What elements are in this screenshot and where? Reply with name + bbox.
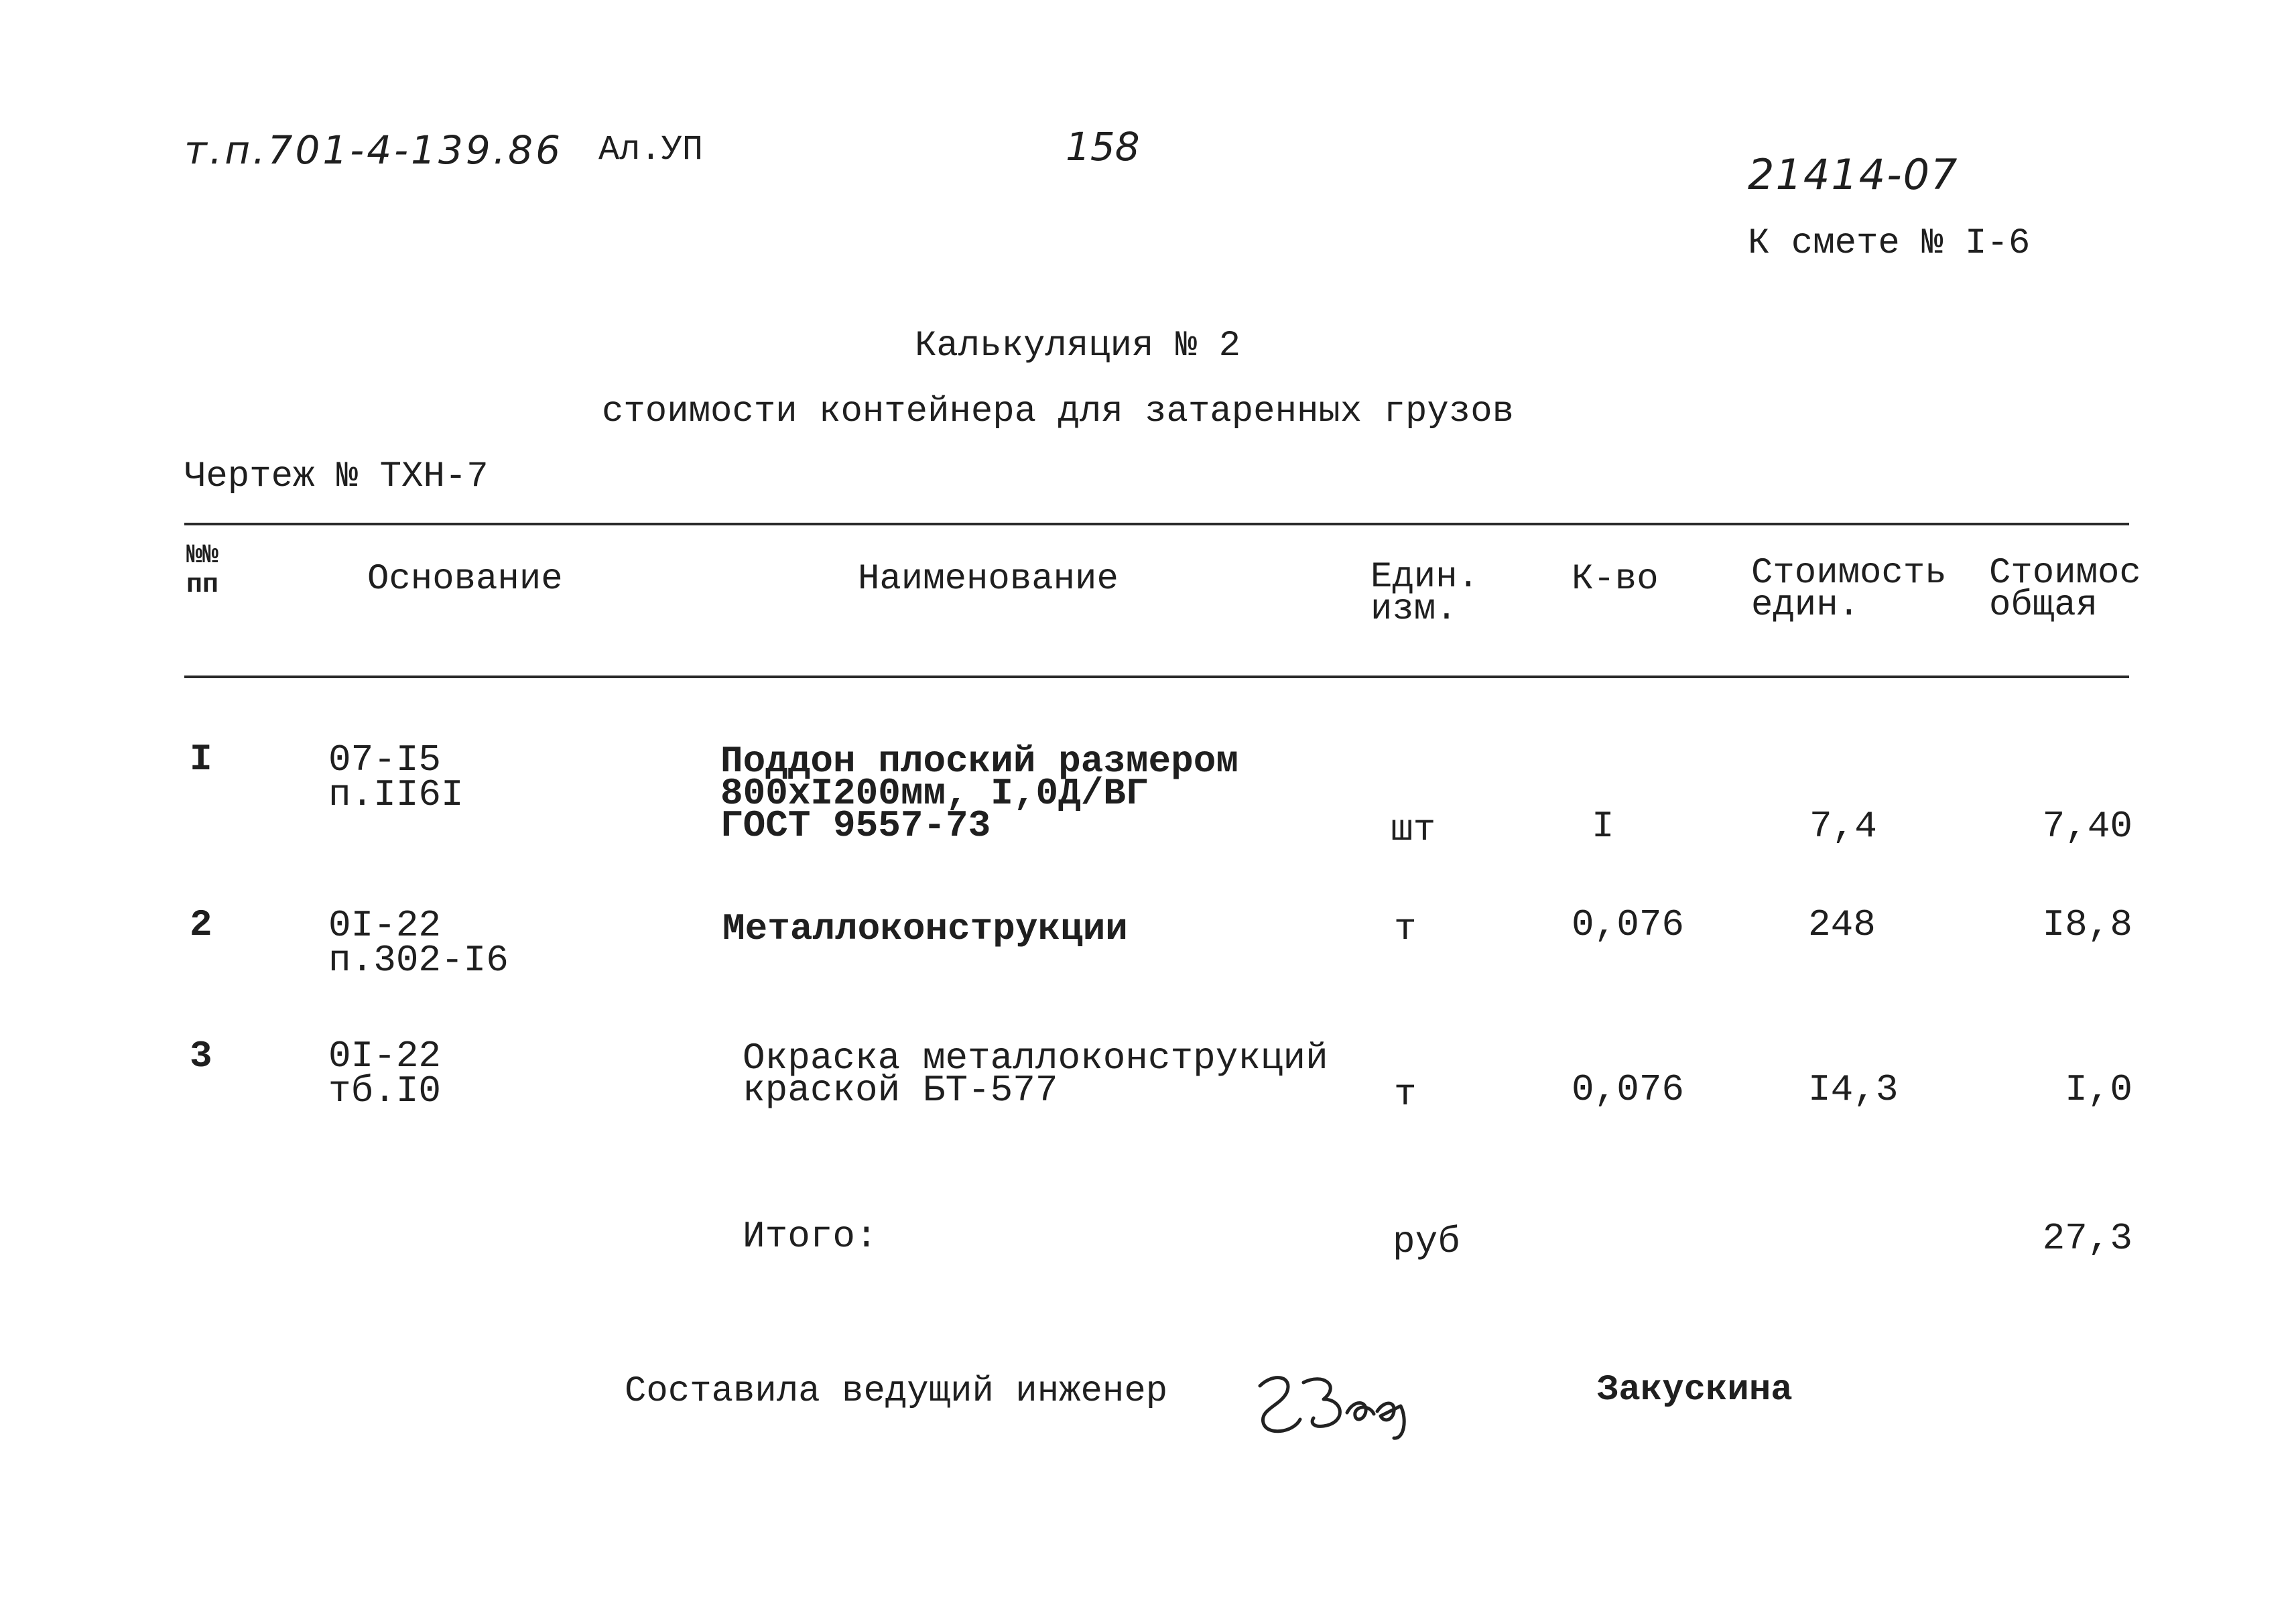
- col-header-unit-cost: Стоимость един.: [1751, 553, 1947, 626]
- page-number: 158: [1066, 124, 1140, 170]
- col-header-total-cost: Стоимос общая: [1989, 553, 2141, 626]
- total-label: Итого:: [743, 1215, 878, 1258]
- row-total-cost: 7,40: [2042, 805, 2132, 848]
- row-total-cost: I8,8: [2042, 903, 2132, 946]
- project-code: т.п.701-4-139.86: [184, 127, 563, 173]
- total-value: 27,3: [2042, 1217, 2132, 1260]
- col-header-qty: К-во: [1572, 559, 1659, 600]
- row-unit-cost: 7,4: [1809, 805, 1877, 848]
- row-name: Поддон плоский размером 800хI200мм, I,0Д/ВГ ГОСТ 9557-73: [720, 740, 1238, 847]
- col-header-unit: Един. изм.: [1370, 557, 1480, 630]
- row-number: I: [190, 738, 212, 781]
- total-unit: руб: [1393, 1220, 1460, 1263]
- album-label: Ал.УП: [598, 130, 704, 170]
- row-unit: шт: [1391, 808, 1436, 851]
- row-total-cost: I,0: [2065, 1068, 2132, 1111]
- document-subtitle: стоимости контейнера для затаренных грузов: [602, 391, 1515, 432]
- row-unit-cost: 248: [1808, 903, 1876, 946]
- document-code: 21414-07: [1748, 150, 1959, 199]
- engineer-name: Закускина: [1597, 1370, 1793, 1411]
- compiled-by-label: Составила ведущий инженер: [625, 1371, 1168, 1412]
- estimate-reference: К смете № I-6: [1748, 223, 2031, 264]
- signature: [1247, 1359, 1421, 1446]
- document-title: Калькуляция № 2: [915, 326, 1241, 367]
- col-header-num: №№ пп: [186, 541, 219, 600]
- row-qty: I: [1592, 805, 1614, 848]
- row-basis: 0I-22 п.302-I6: [328, 904, 509, 982]
- col-header-name: Наименование: [858, 559, 1119, 600]
- row-qty: 0,076: [1572, 1068, 1685, 1111]
- row-number: 3: [190, 1035, 212, 1078]
- row-unit: т: [1394, 1073, 1417, 1116]
- row-unit-cost: I4,3: [1808, 1068, 1899, 1111]
- col-header-basis: Основание: [367, 559, 563, 600]
- row-unit: т: [1394, 907, 1417, 950]
- row-name: Металлоконструкции: [722, 907, 1128, 950]
- drawing-number: Чертеж № ТХН-7: [184, 456, 489, 497]
- table-header-rule: [184, 676, 2129, 678]
- row-number: 2: [190, 903, 212, 946]
- row-basis: 0I-22 тб.I0: [328, 1035, 442, 1112]
- table-top-rule: [184, 523, 2129, 525]
- row-qty: 0,076: [1572, 903, 1685, 946]
- row-basis: 07-I5 п.II6I: [328, 738, 464, 816]
- row-name: Окраска металлоконструкций краской БТ-577: [743, 1037, 1328, 1112]
